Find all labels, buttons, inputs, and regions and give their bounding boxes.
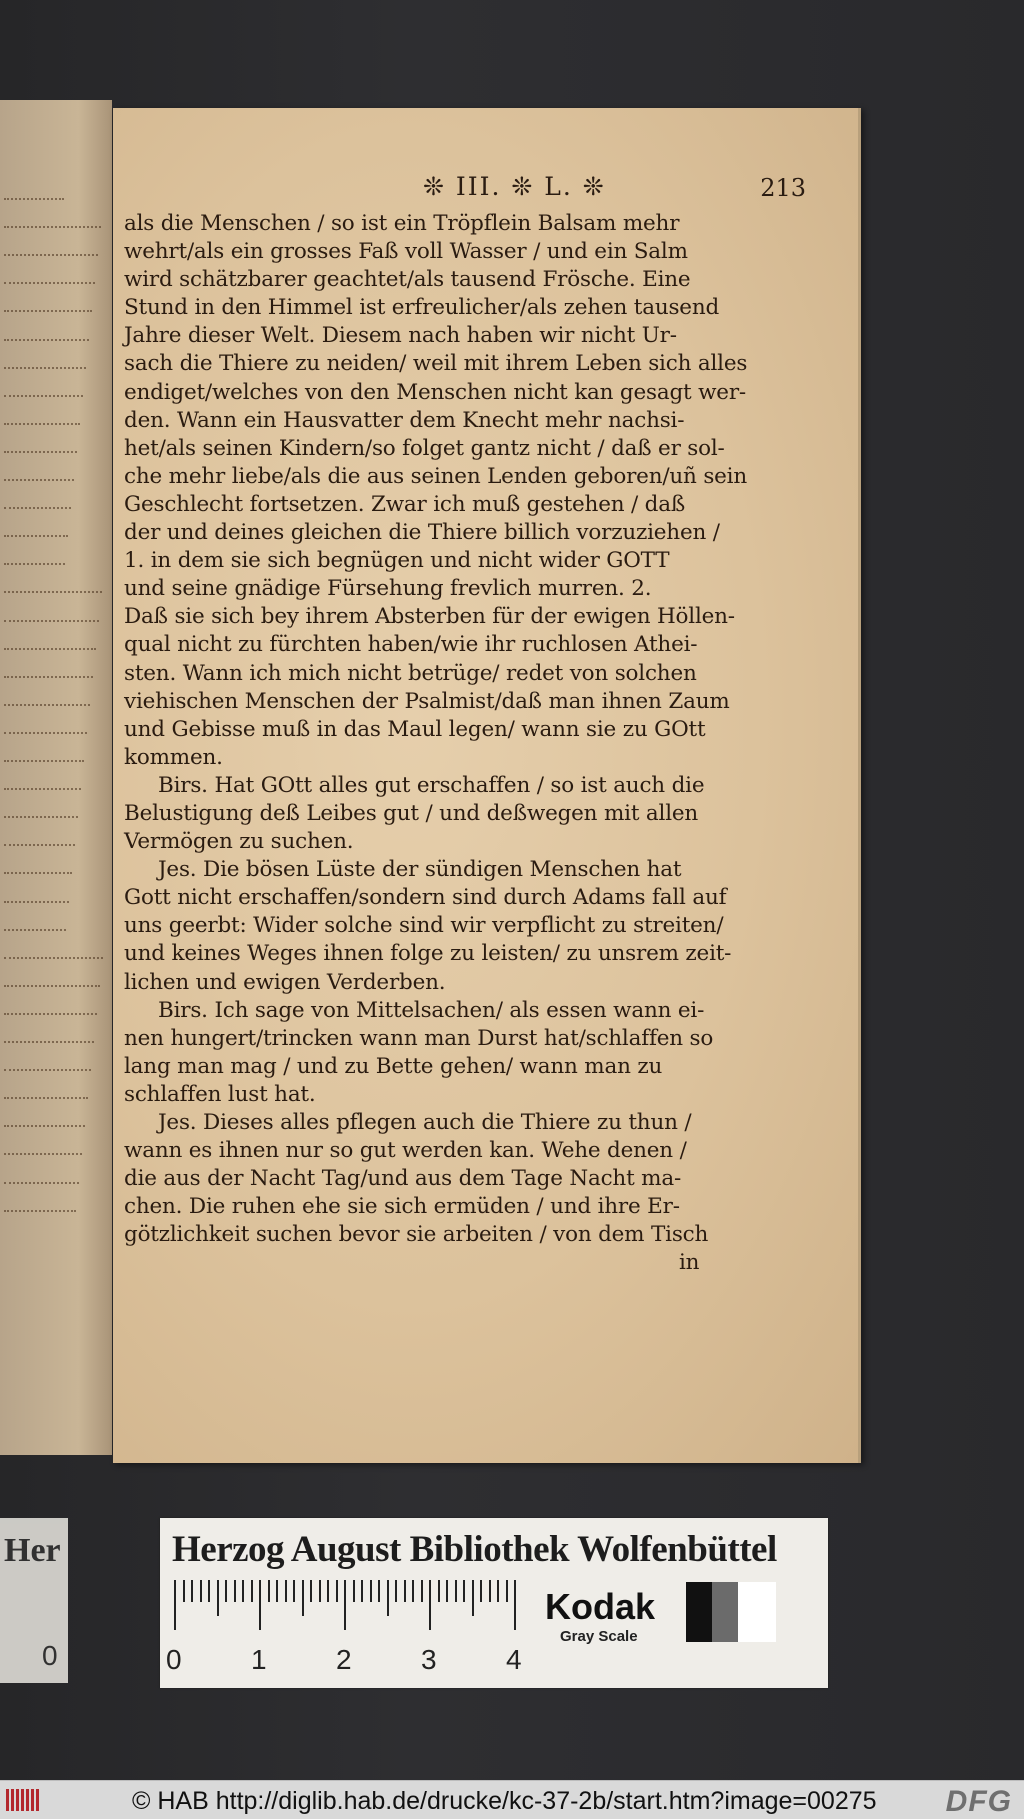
text-line: qual nicht zu fürchten haben/wie ihr ruchlosen Athei- (124, 632, 698, 658)
left-page-text-mark (4, 690, 90, 706)
neighbour-calibration-card (0, 1518, 68, 1683)
text-line: endiget/welches von den Menschen nicht kan gesagt wer- (124, 379, 746, 405)
ruler-tick (344, 1580, 346, 1630)
ruler-tick (268, 1580, 270, 1602)
ruler-tick (319, 1580, 321, 1602)
ruler-tick (191, 1580, 193, 1602)
left-page-text-mark (4, 915, 66, 931)
dfg-logo: DFG (945, 1785, 1012, 1818)
text-line: viehischen Menschen der Psalmist/daß man ihnen Zaum (124, 688, 730, 714)
ruler-tick (336, 1580, 338, 1602)
ruler-tick (463, 1580, 465, 1602)
left-page-text-mark (4, 1139, 82, 1155)
ruler-tick (421, 1580, 423, 1602)
text-line: wann es ihnen nur so gut werden kan. Wehe denen / (124, 1138, 687, 1164)
ruler-tick (302, 1580, 304, 1616)
left-page-text-mark (4, 858, 72, 874)
ruler-tick (234, 1580, 236, 1602)
text-line: Gott nicht erschaffen/sondern sind durch Adams fall auf (124, 885, 727, 911)
page-header (323, 172, 823, 208)
left-page-text-mark (4, 718, 87, 734)
card-fragment-text: Her (4, 1532, 61, 1569)
footer-bar (0, 1780, 1024, 1819)
text-line: sten. Wann ich mich nicht betrüge/ redet von solchen (124, 660, 697, 686)
ruler-number: 0 (166, 1644, 182, 1675)
ruler-tick (251, 1580, 253, 1602)
text-line: den. Wann ein Hausvatter dem Knecht mehr nachsi- (124, 407, 685, 433)
ruler-tick (327, 1580, 329, 1602)
left-page-text-mark (4, 325, 89, 341)
text-line: sach die Thiere zu neiden/ weil mit ihrem Leben sich alles (124, 351, 748, 377)
ruler-tick (395, 1580, 397, 1602)
gray-swatch (738, 1582, 776, 1642)
ruler-tick (446, 1580, 448, 1602)
left-page-text-mark (4, 662, 93, 678)
text-line: die aus der Nacht Tag/und aus dem Tage Nacht ma- (124, 1166, 682, 1192)
gray-scale-label: Gray Scale (560, 1628, 638, 1645)
ruler-number: 4 (506, 1644, 522, 1675)
text-line: götzlichkeit suchen bevor sie arbeiten / von dem Tisch (124, 1222, 709, 1248)
ruler-tick (217, 1580, 219, 1616)
body-text (124, 210, 824, 1278)
kodak-brand: Kodak (545, 1586, 656, 1627)
text-line: Birs. Ich sage von Mittelsachen/ als essen wann ei- (158, 997, 705, 1023)
ruler-tick (429, 1580, 431, 1630)
text-line: che mehr liebe/als die aus seinen Lenden geboren/uñ sein (124, 463, 748, 489)
left-page-text-mark (4, 437, 77, 453)
ruler-number: 1 (251, 1644, 267, 1675)
left-page-text-mark (4, 1196, 76, 1212)
left-page-text-mark (4, 521, 68, 537)
ruler-tick (259, 1580, 261, 1630)
text-line: Geschlecht fortsetzen. Zwar ich muß gestehen / daß (124, 491, 686, 517)
text-line: uns geerbt: Wider solche sind wir verpflicht zu streiten/ (124, 913, 724, 939)
text-line: lang man mag / und zu Bette gehen/ wann man zu (124, 1053, 663, 1079)
ruler-tick (438, 1580, 440, 1602)
left-page-text-mark (4, 493, 71, 509)
ruler-tick (370, 1580, 372, 1602)
left-page-edge (0, 100, 112, 1455)
text-line: und keines Weges ihnen folge zu leisten/ zu unsrem zeit- (124, 941, 732, 967)
left-page-text-mark (4, 268, 95, 284)
ruler-number: 3 (421, 1644, 437, 1675)
left-page-text-mark (4, 212, 101, 228)
left-page-text-mark (4, 971, 100, 987)
left-page-text-mark (4, 606, 99, 622)
text-line: wehrt/als ein grosses Faß voll Wasser / und ein Salm (124, 239, 688, 265)
ruler-tick (310, 1580, 312, 1602)
ruler-tick (225, 1580, 227, 1602)
left-page-text-mark (4, 549, 65, 565)
left-page-text-mark (4, 1111, 85, 1127)
text-line: schlaffen lust hat. (124, 1081, 316, 1107)
text-line: het/als seinen Kindern/so folget gantz nicht / daß er sol- (124, 435, 725, 461)
text-line: Stund in den Himmel ist erfreulicher/als zehen tausend (124, 295, 720, 321)
ruler-tick (455, 1580, 457, 1602)
ruler-tick (285, 1580, 287, 1602)
text-line: Jahre dieser Welt. Diesem nach haben wir nicht Ur- (124, 323, 677, 349)
left-page-text-mark (4, 943, 103, 959)
text-line: 1. in dem sie sich begnügen und nicht wider GOTT (124, 548, 670, 574)
text-line: der und deines gleichen die Thiere billich vorzuziehen / (124, 520, 720, 546)
left-page-text-mark (4, 1055, 91, 1071)
ruler-tick (208, 1580, 210, 1602)
card-fragment-zero: 0 (42, 1640, 58, 1671)
left-page-text-mark (4, 999, 97, 1015)
ruler-tick (174, 1580, 176, 1630)
ruler-tick (497, 1580, 499, 1602)
left-page-text-mark (4, 634, 96, 650)
gray-swatch (712, 1582, 738, 1642)
text-line: Birs. Hat GOtt alles gut erschaffen / so ist auch die (158, 772, 705, 798)
ruler-tick (514, 1580, 516, 1630)
left-page-text-mark (4, 746, 84, 762)
gray-swatch (686, 1582, 712, 1642)
text-line: Belustigung deß Leibes gut / und deßwegen mit allen (124, 800, 699, 826)
ruler-tick (200, 1580, 202, 1602)
text-line: als die Menschen / so ist ein Tröpflein Balsam mehr (124, 211, 680, 236)
ruler-tick (506, 1580, 508, 1602)
text-line: chen. Die ruhen ehe sie sich ermüden / und ihre Er- (124, 1194, 680, 1220)
text-line: Jes. Dieses alles pflegen auch die Thiere zu thun / (158, 1110, 692, 1135)
left-page-text-mark (4, 1083, 88, 1099)
hab-barcode-icon (6, 1789, 48, 1811)
library-name: Herzog August Bibliothek Wolfenbüttel (172, 1529, 777, 1570)
left-page-text-mark (4, 1027, 94, 1043)
left-page-text-mark (4, 353, 86, 369)
ruler-tick (183, 1580, 185, 1602)
book-page (113, 108, 861, 1463)
ruler-tick (361, 1580, 363, 1602)
ruler-tick (472, 1580, 474, 1616)
left-page-text-mark (4, 1168, 79, 1184)
text-line: und seine gnädige Fürsehung frevlich murren. 2. (124, 576, 652, 602)
ruler-tick (276, 1580, 278, 1602)
left-page-text-mark (4, 577, 102, 593)
text-line: Daß sie sich bey ihrem Absterben für der ewigen Höllen- (124, 604, 735, 630)
left-page-text-mark (4, 296, 92, 312)
left-page-text-mark (4, 774, 81, 790)
ruler-tick (480, 1580, 482, 1602)
ruler-tick (489, 1580, 491, 1602)
text-line: kommen. (124, 744, 223, 770)
left-page-text-mark (4, 465, 74, 481)
ruler-tick (412, 1580, 414, 1602)
ruler-number: 2 (336, 1644, 352, 1675)
citation-link[interactable]: © HAB http://diglib.hab.de/drucke/kc-37-2b/start.htm?image=00275 (132, 1787, 877, 1815)
text-line: Jes. Die bösen Lüste der sündigen Menschen hat (158, 857, 682, 883)
left-page-text-mark (4, 240, 98, 256)
ruler-tick (353, 1580, 355, 1602)
text-line: wird schätzbarer geachtet/als tausend Frösche. Eine (124, 267, 691, 293)
left-page-text-mark (4, 381, 83, 397)
text-line: nen hungert/trincken wann man Durst hat/schlaffen so (124, 1025, 714, 1051)
ruler-tick (387, 1580, 389, 1616)
left-page-text-mark (4, 409, 80, 425)
left-page-text-mark (4, 802, 78, 818)
left-page-text-mark (4, 830, 75, 846)
calibration-card (160, 1518, 828, 1688)
running-head: ❊ III. ❊ L. ❊ (423, 172, 606, 201)
left-page-text-mark (4, 184, 64, 200)
ruler-tick (404, 1580, 406, 1602)
ruler-tick (242, 1580, 244, 1602)
ruler-tick (293, 1580, 295, 1602)
text-line: Vermögen zu suchen. (124, 829, 354, 855)
ruler-scale (174, 1580, 534, 1630)
page-number: 213 (760, 174, 806, 202)
left-page-text-mark (4, 887, 69, 903)
text-line: und Gebisse muß in das Maul legen/ wann sie zu GOtt (124, 716, 706, 742)
text-line: lichen und ewigen Verderben. (124, 969, 446, 995)
text-line: in (679, 1250, 700, 1276)
ruler-tick (378, 1580, 380, 1602)
